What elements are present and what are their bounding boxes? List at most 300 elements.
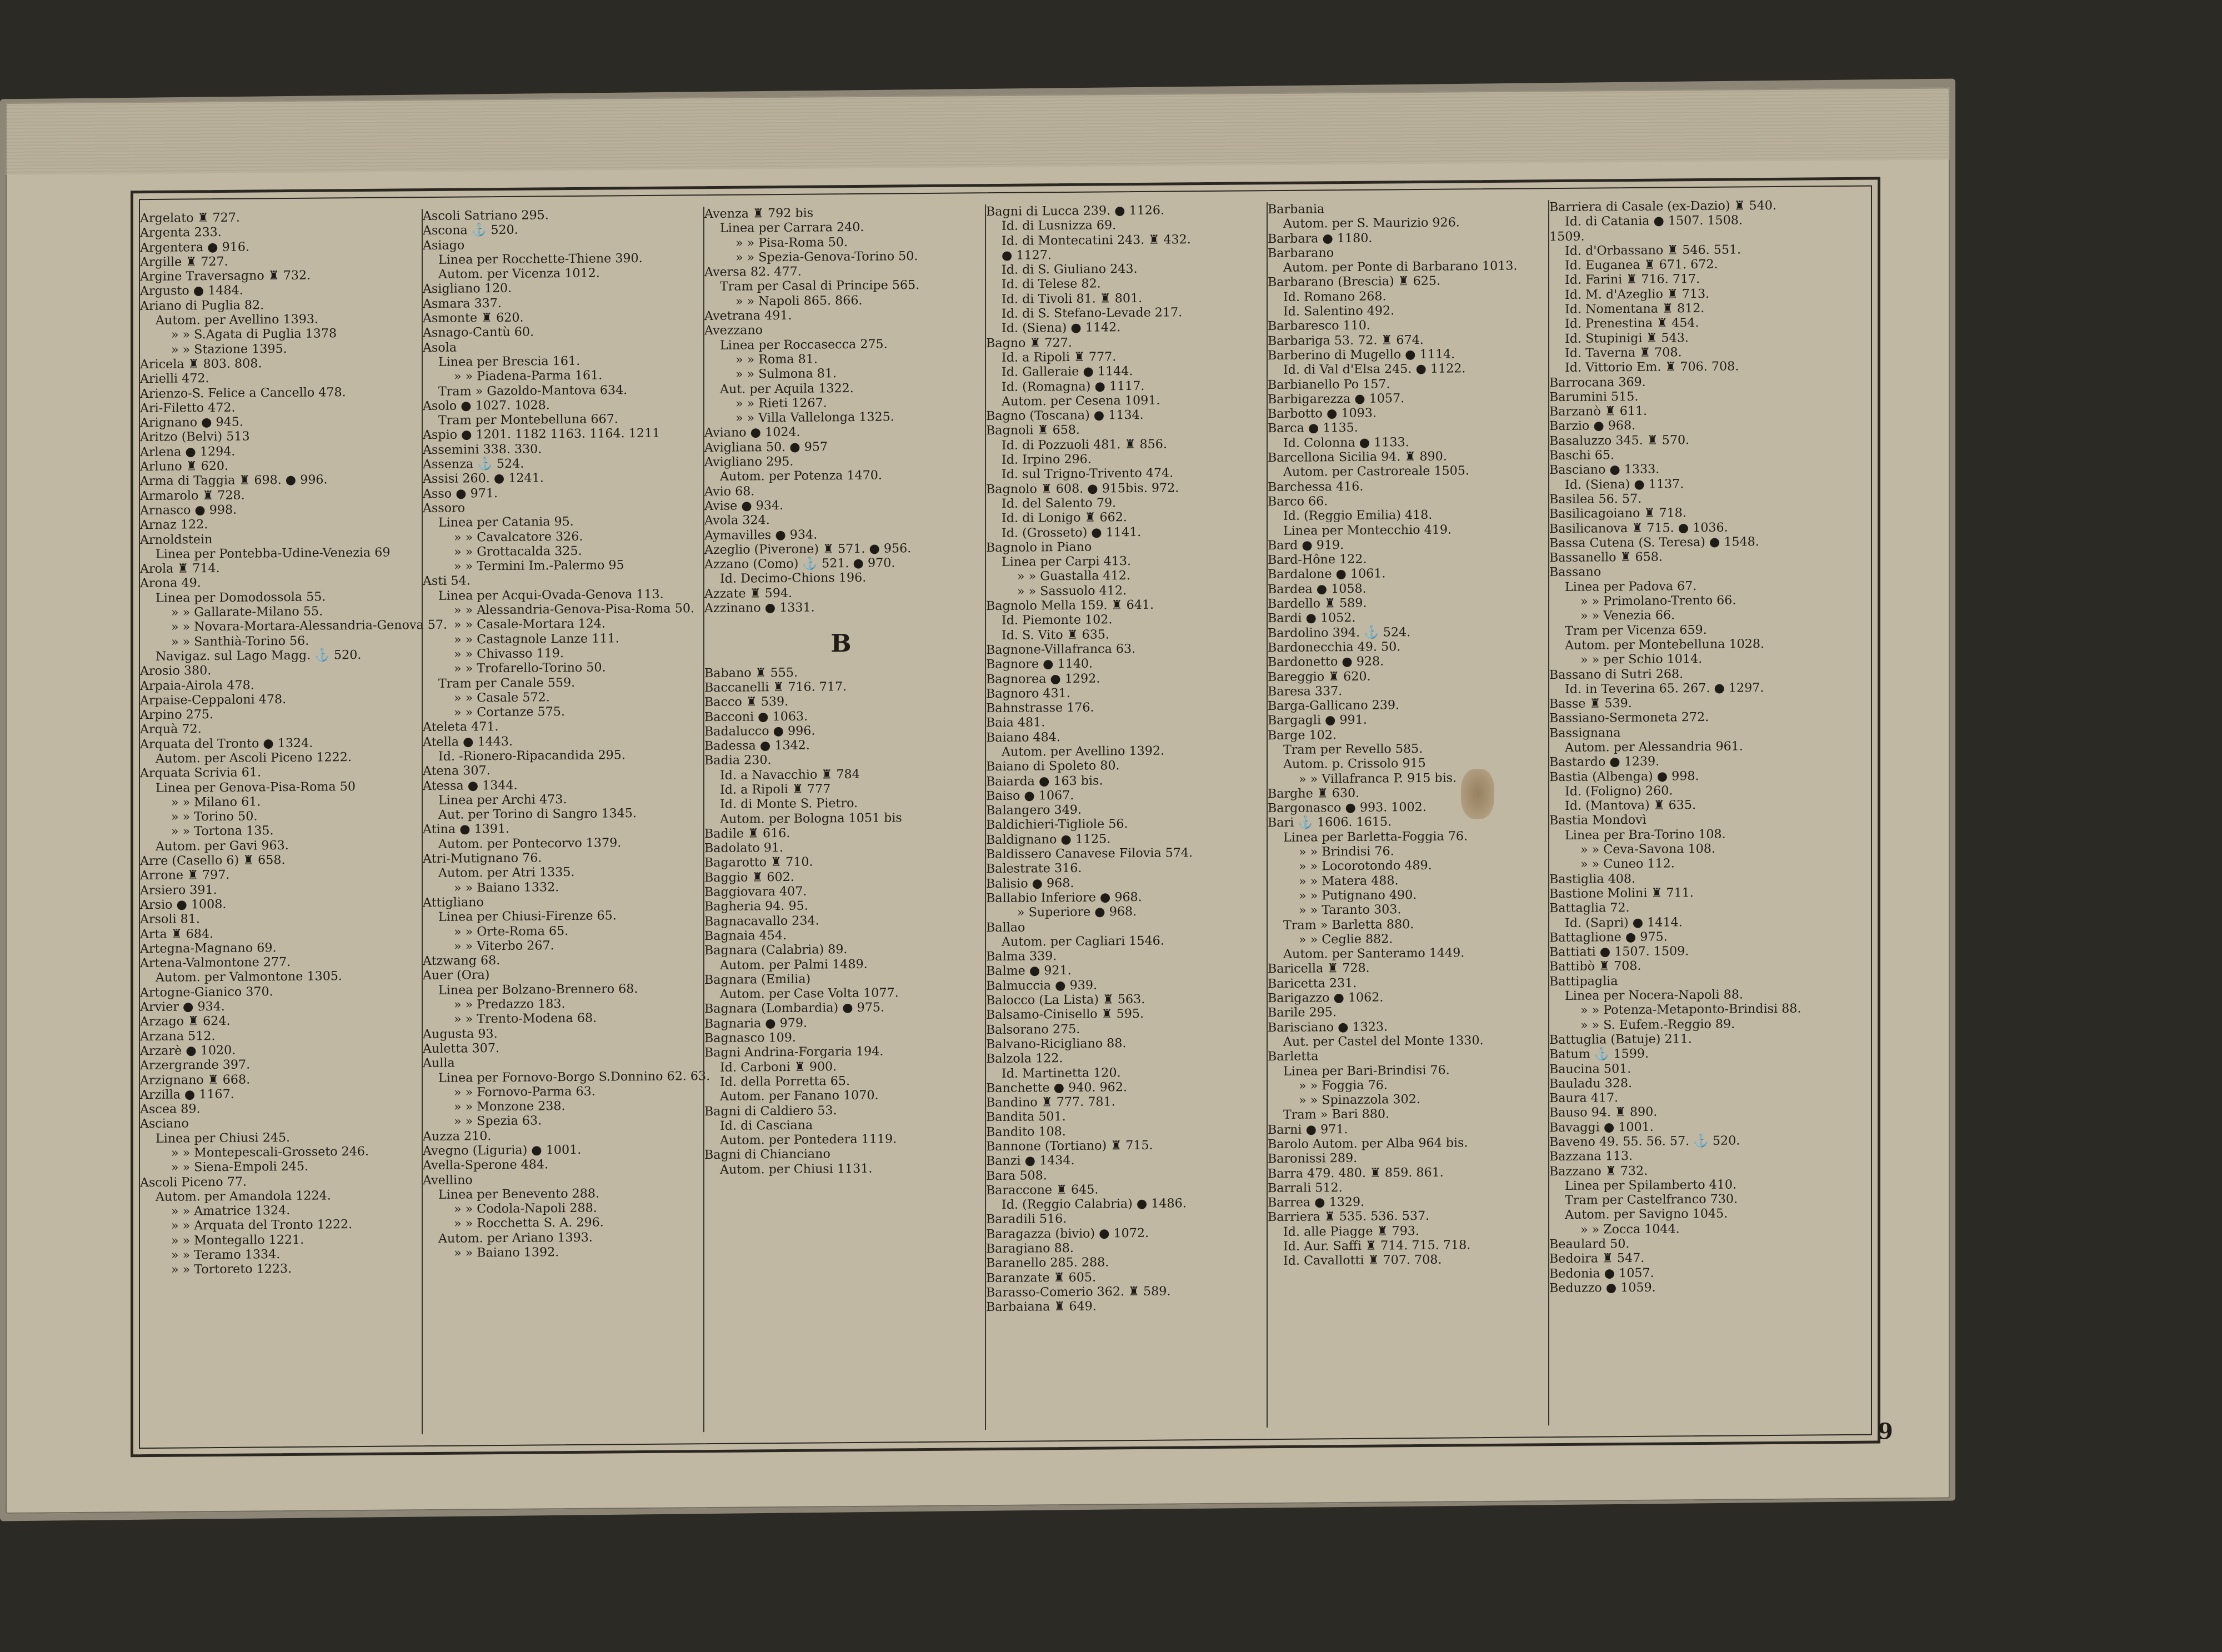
index-entry: Arma di Taggia ♜ 698. ● 996. [140, 472, 328, 489]
index-entry: Arsio ● 1008. [140, 897, 227, 913]
index-entry: Id. (Foligno) 260. [1565, 783, 1673, 799]
index-entry: Barigazzo ● 1062. [1268, 990, 1384, 1006]
index-entry: Arquata del Tronto ● 1324. [140, 735, 313, 752]
index-entry: Arzignano ♜ 668. [140, 1072, 251, 1088]
index-entry: » » Grottacalda 325. [454, 543, 582, 559]
index-entry: Navigaz. sul Lago Magg. ⚓ 520. [156, 647, 362, 664]
index-entry: Battaglia 72. [1549, 900, 1630, 916]
index-entry: Id. (Siena) ● 1137. [1565, 476, 1684, 492]
index-entry: Avezzano [704, 323, 763, 338]
index-entry: Baricella ♜ 728. [1268, 961, 1370, 977]
index-entry: Arzana 512. [140, 1028, 216, 1044]
index-entry: Argusto ● 1484. [140, 283, 243, 299]
index-entry: » » Sassuolo 412. [1017, 583, 1127, 599]
index-entry: Balme ● 921. [986, 963, 1072, 979]
index-entry: Bedoira ♜ 547. [1549, 1251, 1645, 1266]
index-entry: Bardonetto ● 928. [1268, 654, 1384, 670]
index-entry: Baiso ● 1067. [986, 788, 1074, 804]
index-entry: Bassano di Sutri 268. [1549, 666, 1684, 682]
index-entry: Bastione Molini ♜ 711. [1549, 885, 1694, 902]
index-entry: » » S.Agata di Puglia 1378 [171, 326, 337, 343]
index-entry: Balsamo-Cinisello ♜ 595. [986, 1007, 1144, 1023]
index-entry: » » Termini Im.-Palermo 95 [454, 558, 624, 574]
index-entry: Battiati ● 1507. 1509. [1549, 944, 1689, 960]
index-entry: Argille ♜ 727. [140, 254, 228, 269]
index-entry: Id. di Val d'Elsa 245. ● 1122. [1283, 361, 1466, 378]
index-entry: Barrali 512. [1268, 1180, 1343, 1196]
index-entry: Id. di Montecatini 243. ♜ 432. [1002, 232, 1191, 248]
index-entry: Arre (Casello 6) ♜ 658. [140, 853, 286, 869]
index-entry: Bagnara (Emilia) [704, 972, 811, 987]
index-entry: Tram » Bari 880. [1283, 1107, 1390, 1123]
index-entry: Balzola 122. [986, 1051, 1063, 1067]
index-entry: Bagnone-Villafranca 63. [986, 641, 1136, 658]
index-entry: Barzio ● 968. [1549, 418, 1636, 434]
index-entry: Bedonia ● 1057. [1549, 1265, 1654, 1281]
index-entry: Ascoli Satriano 295. [423, 208, 549, 224]
index-entry: Autom. per Amandola 1224. [156, 1188, 331, 1204]
index-entry: Assemini 338. 330. [423, 442, 542, 457]
index-entry: Asmara 337. [423, 296, 502, 311]
page-number: 9 [1878, 1418, 1893, 1445]
index-entry: Asiago [423, 238, 465, 253]
index-entry: Arpaise-Ceppaloni 478. [140, 692, 287, 708]
index-entry: Bardello ♜ 589. [1268, 595, 1367, 612]
index-entry: Balma 339. [986, 949, 1057, 964]
index-entry: Bareggio ♜ 620. [1268, 669, 1371, 684]
index-entry: » » Novara-Mortara-Alessandria-Genova 57. [171, 618, 448, 634]
index-entry: Id. Salentino 492. [1283, 303, 1395, 319]
index-entry: Arzilla ● 1167. [140, 1087, 234, 1102]
index-entry: Bavaggi ● 1001. [1549, 1119, 1654, 1135]
index-entry: Barge 102. [1268, 727, 1337, 743]
index-entry: Barzanò ♜ 611. [1549, 403, 1648, 419]
index-entry: Id. Decimo-Chions 196. [720, 570, 867, 587]
index-entry: Assoro [423, 500, 466, 516]
index-entry: Id. di Pozzuoli 481. ♜ 856. [1002, 437, 1167, 453]
index-entry: Id. Vittorio Em. ♜ 706. 708. [1565, 359, 1739, 376]
index-frame [131, 177, 1880, 1457]
index-entry: Attigliano [423, 895, 484, 910]
index-entry: Tram » Gazoldo-Mantova 634. [438, 382, 628, 399]
index-entry: Bassignana [1549, 725, 1621, 740]
index-entry: Artegna-Magnano 69. [140, 940, 277, 956]
index-entry: Autom. per Gavi 963. [156, 838, 289, 854]
index-entry: Baranzate ♜ 605. [986, 1270, 1097, 1285]
index-entry: Azzate ♜ 594. [704, 585, 793, 601]
index-entry: Baiano 484. [986, 729, 1060, 745]
index-entry: » » Alessandria-Genova-Pisa-Roma 50. [454, 601, 694, 618]
index-entry: Arluno ♜ 620. [140, 458, 229, 474]
index-entry: Linea per Chiusi-Firenze 65. [438, 908, 617, 925]
index-entry: Arzergrande 397. [140, 1057, 251, 1073]
index-entry: » » Monzone 238. [454, 1099, 565, 1114]
index-entry: » » Potenza-Metaponto-Brindisi 88. [1580, 1001, 1801, 1018]
index-entry: Balvano-Ricigliano 88. [986, 1036, 1127, 1052]
index-entry: Id. Colonna ● 1133. [1283, 434, 1409, 450]
index-entry: Arpino 275. [140, 707, 214, 723]
index-entry: Bagnoro 431. [986, 685, 1070, 701]
index-entry: Barchessa 416. [1268, 479, 1364, 494]
index-entry: Id. del Salento 79. [1002, 495, 1117, 511]
index-entry: Id. Stupinigi ♜ 543. [1565, 330, 1689, 346]
index-entry: Arrone ♜ 797. [140, 868, 230, 883]
index-entry: Autom. per Montebelluna 1028. [1565, 637, 1765, 653]
index-entry: » » Locorotondo 489. [1299, 858, 1432, 874]
index-entry: Arsiero 391. [140, 882, 217, 898]
index-entry: Baranello 285. 288. [986, 1255, 1109, 1271]
index-entry: » » Fornovo-Parma 63. [454, 1084, 595, 1100]
index-entry: Baveno 49. 55. 56. 57. ⚓ 520. [1549, 1133, 1740, 1150]
index-entry: Baldignano ● 1125. [986, 832, 1111, 847]
index-entry: Id. (Reggio Emilia) 418. [1283, 508, 1433, 524]
index-entry: Baura 417. [1549, 1090, 1619, 1106]
column-2 [422, 207, 710, 1434]
index-entry: Baraccone ♜ 645. [986, 1182, 1099, 1198]
index-entry: Linea per Carpi 413. [1002, 554, 1132, 570]
index-entry: Bardonecchia 49. 50. [1268, 639, 1401, 655]
index-entry: Baldichieri-Tigliole 56. [986, 817, 1128, 833]
index-entry: Id. di S. Stefano-Levade 217. [1002, 305, 1183, 321]
index-entry: Id. di S. Giuliano 243. [1002, 262, 1138, 278]
index-entry: Barbariga 53. 72. ♜ 674. [1268, 332, 1424, 348]
index-entry: » » Villafranca P. 915 bis. [1299, 770, 1457, 787]
index-entry: Linea per Nocera-Napoli 88. [1565, 987, 1743, 1003]
index-entry: Baiano di Spoleto 80. [986, 758, 1120, 774]
index-entry: Bagnaria ● 979. [704, 1015, 808, 1031]
index-entry: Bastiglia 408. [1549, 871, 1636, 887]
index-entry: Bastia (Albenga) ● 998. [1549, 768, 1699, 784]
index-entry: » » Piadena-Parma 161. [454, 368, 603, 384]
index-entry: Atessa ● 1344. [423, 778, 518, 793]
index-entry: Barisciano ● 1323. [1268, 1019, 1388, 1035]
index-entry: Balmuccia ● 939. [986, 978, 1098, 993]
index-entry: Baiarda ● 163 bis. [986, 773, 1103, 789]
index-entry: Basaluzzo 345. ♜ 570. [1549, 432, 1690, 448]
index-entry: Asolo ● 1027. 1028. [423, 398, 550, 413]
index-entry: Bannone (Tortiano) ♜ 715. [986, 1138, 1153, 1154]
index-entry: Barrea ● 1329. [1268, 1194, 1365, 1210]
index-entry: Autom. per Cagliari 1546. [1002, 933, 1164, 949]
index-entry: » » Baiano 1392. [454, 1245, 559, 1260]
index-entry: Bagnolo in Piano [986, 539, 1092, 555]
index-entry: Autom. per Vicenza 1012. [438, 266, 600, 282]
index-entry: Baschi 65. [1549, 448, 1615, 463]
index-entry: Aulla [423, 1055, 455, 1071]
index-entry: Id. (Reggio Calabria) ● 1486. [1002, 1196, 1187, 1213]
index-entry: Arignano ● 945. [140, 414, 243, 430]
index-entry: Bagni di Lucca 239. ● 1126. [986, 203, 1165, 219]
index-entry: Bagnaia 454. [704, 928, 787, 944]
index-entry: Aut. per Aquila 1322. [720, 381, 854, 397]
index-entry: » » Trento-Modena 68. [454, 1010, 597, 1027]
index-entry: Autom. per Avellino 1393. [156, 312, 319, 328]
index-entry: Bargagli ● 991. [1268, 713, 1367, 728]
index-entry: Id. di Lonigo ♜ 662. [1002, 510, 1127, 526]
index-entry: Babano ♜ 555. [704, 665, 798, 680]
index-entry: Id. Galleraie ● 1144. [1002, 364, 1133, 380]
index-entry: Artena-Valmontone 277. [140, 955, 291, 971]
index-entry: Id. (Siena) ● 1142. [1002, 320, 1121, 336]
index-entry: Bassa Cutena (S. Teresa) ● 1548. [1549, 534, 1759, 551]
index-entry: Bacco ♜ 539. [704, 694, 789, 710]
index-entry: » » Cortanze 575. [454, 704, 565, 720]
index-entry: Battibò ♜ 708. [1549, 959, 1642, 974]
index-entry: Barriera ♜ 535. 536. 537. [1268, 1209, 1430, 1225]
index-entry: » » Ceva-Savona 108. [1580, 841, 1715, 857]
index-entry: Basilicagoiano ♜ 718. [1549, 505, 1686, 522]
index-entry: Baccanelli ♜ 716. 717. [704, 679, 847, 695]
index-entry: » » Arquata del Tronto 1222. [171, 1217, 353, 1234]
index-entry: Barberino di Mugello ● 1114. [1268, 347, 1455, 363]
index-entry: Barrocana 369. [1549, 374, 1646, 390]
index-entry: » » Ceglie 882. [1299, 932, 1393, 947]
index-entry: Arsoli 81. [140, 912, 200, 927]
index-entry: Id. di Casciana [720, 1118, 813, 1133]
index-entry: Auzza 210. [423, 1128, 492, 1144]
index-entry: » » Cavalcatore 326. [454, 529, 583, 545]
index-entry: Linea per Bolzano-Brennero 68. [438, 981, 638, 998]
index-entry: Armarolo ♜ 728. [140, 488, 245, 503]
index-entry: » » Tortona 135. [171, 823, 274, 839]
index-entry: Id. di Lusnizza 69. [1002, 218, 1117, 234]
page-edges [6, 88, 1950, 175]
index-entry: Autom. per Valmontone 1305. [156, 969, 342, 985]
index-entry: Bard ● 919. [1268, 537, 1344, 553]
index-entry: » » Predazzo 183. [454, 997, 565, 1012]
index-entry: Augusta 93. [423, 1026, 498, 1042]
index-entry: Bagnacavallo 234. [704, 913, 819, 929]
index-entry: Avetrana 491. [704, 308, 792, 324]
index-entry: Ascoli Piceno 77. [140, 1174, 247, 1190]
index-entry: Autom. p. Crissolo 915 [1283, 756, 1426, 772]
index-entry: Linea per Carrara 240. [720, 220, 864, 236]
index-entry: » » Rocchetta S. A. 296. [454, 1215, 604, 1232]
index-entry: Linea per Montecchio 419. [1283, 522, 1452, 538]
index-entry: Barbaresco 110. [1268, 318, 1370, 334]
index-entry: Barga-Gallicano 239. [1268, 698, 1400, 714]
index-entry: Autom. per Savigno 1045. [1565, 1207, 1728, 1223]
index-entry: Bagnorea ● 1292. [986, 671, 1100, 687]
index-entry: Id. Taverna ♜ 708. [1565, 345, 1682, 361]
index-entry: Arta ♜ 684. [140, 926, 214, 942]
index-entry: » » Teramo 1334. [171, 1247, 281, 1263]
index-entry: Arquà 72. [140, 722, 202, 737]
index-entry: Argelato ♜ 727. [140, 210, 240, 226]
index-entry: Barghe ♜ 630. [1268, 785, 1360, 802]
index-entry: Bagno (Toscana) ● 1134. [986, 408, 1144, 424]
index-frame-inner [139, 186, 1872, 1449]
index-entry: Aricela ♜ 803. 808. [140, 356, 262, 372]
index-entry: Autom. per Cesena 1091. [1002, 393, 1160, 409]
index-entry: Azzano (Como) ⚓ 521. ● 970. [704, 555, 895, 572]
index-entry: Bandita 501. [986, 1109, 1066, 1125]
index-entry: Bardi ● 1052. [1268, 610, 1356, 626]
index-entry: Barbaiana ♜ 649. [986, 1299, 1097, 1315]
index-entry: Barbotto ● 1093. [1268, 406, 1377, 422]
index-entry: Id. Romano 268. [1283, 289, 1387, 304]
index-entry: Bazzano ♜ 732. [1549, 1163, 1648, 1179]
index-entry: » » Napoli 865. 866. [735, 293, 863, 309]
index-entry: Banzi ● 1434. [986, 1153, 1075, 1169]
index-entry: Azzinano ● 1331. [704, 600, 815, 616]
index-entry: Bahnstrasse 176. [986, 700, 1094, 716]
index-entry: Tram » Barletta 880. [1283, 917, 1414, 933]
index-entry: Id. a Navacchio ♜ 784 [720, 767, 860, 783]
index-entry: » » Sulmona 81. [735, 366, 837, 382]
index-entry: Id. a Ripoli ♜ 777. [1002, 349, 1117, 365]
index-entry: Atena 307. [423, 763, 491, 779]
index-entry: Autom. per Pontedera 1119. [720, 1132, 897, 1148]
index-entry: Asciano [140, 1116, 189, 1132]
index-entry: Bagnara (Lombardia) ● 975. [704, 1000, 885, 1017]
index-entry: » » Stazione 1395. [171, 341, 287, 357]
index-entry: » » Matera 488. [1299, 873, 1399, 889]
index-entry: Tram per Canale 559. [438, 675, 575, 691]
index-entry: Battaglione ● 975. [1549, 929, 1668, 945]
index-entry: Id. di Tivoli 81. ♜ 801. [1002, 291, 1143, 307]
index-entry: » » Roma 81. [735, 352, 818, 367]
index-entry: Asnago-Cantù 60. [423, 324, 534, 341]
index-entry: Autom. per Ariano 1393. [438, 1230, 593, 1246]
index-entry: Battuglia (Batuje) 211. [1549, 1032, 1692, 1048]
index-entry: Linea per Acqui-Ovada-Genova 113. [438, 587, 664, 603]
index-entry: Autom. per Castroreale 1505. [1283, 463, 1469, 480]
index-entry: » » Codola-Napoli 288. [454, 1200, 597, 1217]
index-entry: Arquata Scrivia 61. [140, 765, 262, 781]
index-entry: Barbigarezza ● 1057. [1268, 391, 1405, 407]
index-entry: Arienzo-S. Felice a Cancello 478. [140, 384, 346, 401]
index-entry: Aversa 82. 477. [704, 264, 802, 280]
index-entry: Linea per Roccasecca 275. [720, 337, 888, 353]
index-entry: Linea per Benevento 288. [438, 1186, 600, 1202]
index-entry: » » Venezia 66. [1580, 608, 1675, 624]
index-entry: Arlena ● 1294. [140, 444, 236, 459]
index-entry: » » Viterbo 267. [454, 938, 554, 954]
index-entry: Autom. per Pontecorvo 1379. [438, 835, 622, 852]
index-entry: Id. (Mantova) ♜ 635. [1565, 798, 1696, 814]
index-entry: Atella ● 1443. [423, 734, 513, 749]
index-entry: » » Casale 572. [454, 690, 550, 705]
index-entry: Linea per Bari-Brindisi 76. [1283, 1063, 1450, 1079]
index-entry: Barni ● 971. [1268, 1122, 1348, 1137]
index-entry: Aut. per Torino di Sangro 1345. [438, 806, 637, 823]
index-entry: Id. della Porretta 65. [720, 1073, 850, 1089]
index-entry: Basse ♜ 539. [1549, 696, 1632, 712]
index-entry: Baggio ♜ 602. [704, 869, 794, 885]
index-entry: » » Foggia 76. [1299, 1078, 1388, 1093]
index-entry: Baragiano 88. [986, 1240, 1074, 1256]
index-entry: Barcellona Sicilia 94. ♜ 890. [1268, 449, 1447, 465]
index-entry: Badia 230. [704, 753, 772, 768]
index-entry: Balangero 349. [986, 802, 1082, 818]
index-entry: Id. Euganea ♜ 671. 672. [1565, 257, 1718, 273]
index-entry: Autom. per Fanano 1070. [720, 1088, 879, 1104]
index-entry: » » Cuneo 112. [1580, 856, 1675, 872]
index-entry: Ariano di Puglia 82. [140, 298, 264, 313]
index-entry: Avola 324. [704, 513, 770, 528]
index-entry: Bassanello ♜ 658. [1549, 549, 1663, 565]
index-entry: Autom. per Bologna 1051 bis [720, 810, 902, 827]
index-entry: Atri-Mutignano 76. [423, 850, 542, 867]
index-entry: » Superiore ● 968. [1017, 904, 1137, 920]
index-entry: Barco 66. [1268, 494, 1328, 509]
index-entry: Bagarotto ♜ 710. [704, 855, 813, 870]
index-entry: Linea per Brescia 161. [438, 353, 580, 369]
index-entry: Banchette ● 940. 962. [986, 1079, 1127, 1095]
index-entry: Id. di Telese 82. [1002, 276, 1101, 292]
index-entry: Avellino [423, 1172, 473, 1188]
index-entry: Asola [423, 340, 457, 355]
index-entry: Id. alle Piagge ♜ 793. [1283, 1223, 1419, 1239]
index-entry: » » Milano 61. [171, 794, 261, 810]
index-entry: Bargonasco ● 993. 1002. [1268, 800, 1427, 816]
column-6 [1548, 198, 1823, 1425]
index-entry: Id. Cavallotti ♜ 707. 708. [1283, 1253, 1442, 1269]
index-entry: Barbania [1268, 202, 1325, 217]
index-entry: Bardea ● 1058. [1268, 581, 1367, 597]
index-entry: Tram per Vicenza 659. [1565, 622, 1707, 638]
index-entry: Bari ⚓ 1606. 1615. [1268, 814, 1392, 830]
index-entry: » » Chivasso 119. [454, 646, 564, 662]
index-entry: Arnaz 122. [140, 517, 208, 533]
index-entry: Id. Aur. Saffi ♜ 714. 715. 718. [1283, 1238, 1471, 1254]
index-entry: Bagnore ● 1140. [986, 656, 1093, 672]
index-entry: Bardolino 394. ⚓ 524. [1268, 624, 1411, 640]
index-entry: » » Spinazzola 302. [1299, 1092, 1420, 1108]
index-entry: Batum ⚓ 1599. [1549, 1046, 1649, 1062]
index-entry: Arnoldstein [140, 532, 213, 547]
index-entry: Tram per Montebelluna 667. [438, 412, 618, 428]
index-entry: Aviano ● 1024. [704, 425, 800, 440]
index-entry: » » Santhià-Torino 56. [171, 633, 309, 649]
index-entry: Barca ● 1135. [1268, 420, 1358, 436]
index-entry: Autom. per Alessandria 961. [1565, 739, 1743, 755]
index-entry: Id. Nomentana ♜ 812. [1565, 301, 1705, 317]
index-entry: Balsorano 275. [986, 1022, 1080, 1037]
index-entry: Arzarè ● 1020. [140, 1043, 236, 1059]
index-entry: » » Pisa-Roma 50. [735, 234, 848, 251]
index-entry: Auer (Ora) [423, 968, 490, 983]
index-entry: » » Amatrice 1324. [171, 1203, 291, 1219]
index-entry: Bastia Mondovì [1549, 813, 1647, 828]
index-entry: Balestrate 316. [986, 861, 1082, 877]
index-entry: Arnasco ● 998. [140, 502, 237, 518]
index-entry: Linea per Bra-Torino 108. [1565, 827, 1726, 843]
index-entry: Linea per Padova 67. [1565, 578, 1697, 594]
index-entry: Beaulard 50. [1549, 1237, 1630, 1252]
index-entry: Baldissero Canavese Filovia 574. [986, 845, 1193, 862]
index-entry: Aritzo (Belvi) 513 [140, 429, 250, 445]
column-5 [1267, 200, 1541, 1428]
column-3 [703, 204, 978, 1432]
index-entry: Id. sul Trigno-Trivento 474. [1002, 465, 1174, 482]
index-entry: 1509. [1549, 229, 1585, 244]
index-entry: Autom. per Atri 1335. [438, 865, 575, 881]
column-4 [985, 202, 1259, 1430]
index-entry: Baradili 516. [986, 1212, 1067, 1227]
index-entry: Autom. per Ponte di Barbarano 1013. [1283, 258, 1518, 276]
index-entry: Id. Prenestina ♜ 454. [1565, 316, 1699, 332]
index-page [6, 88, 1950, 1514]
index-entry: Id. Martinetta 120. [1002, 1065, 1121, 1081]
index-entry: Bastardo ● 1239. [1549, 754, 1660, 770]
index-entry: Bagni di Chianciano [704, 1147, 830, 1163]
index-entry: » » Spezia 63. [454, 1113, 542, 1129]
index-entry: Barra 479. 480. ♜ 859. 861. [1268, 1165, 1444, 1181]
index-entry: Barbarano [1268, 246, 1334, 261]
index-entry: Autom. per Chiusi 1131. [720, 1161, 873, 1177]
